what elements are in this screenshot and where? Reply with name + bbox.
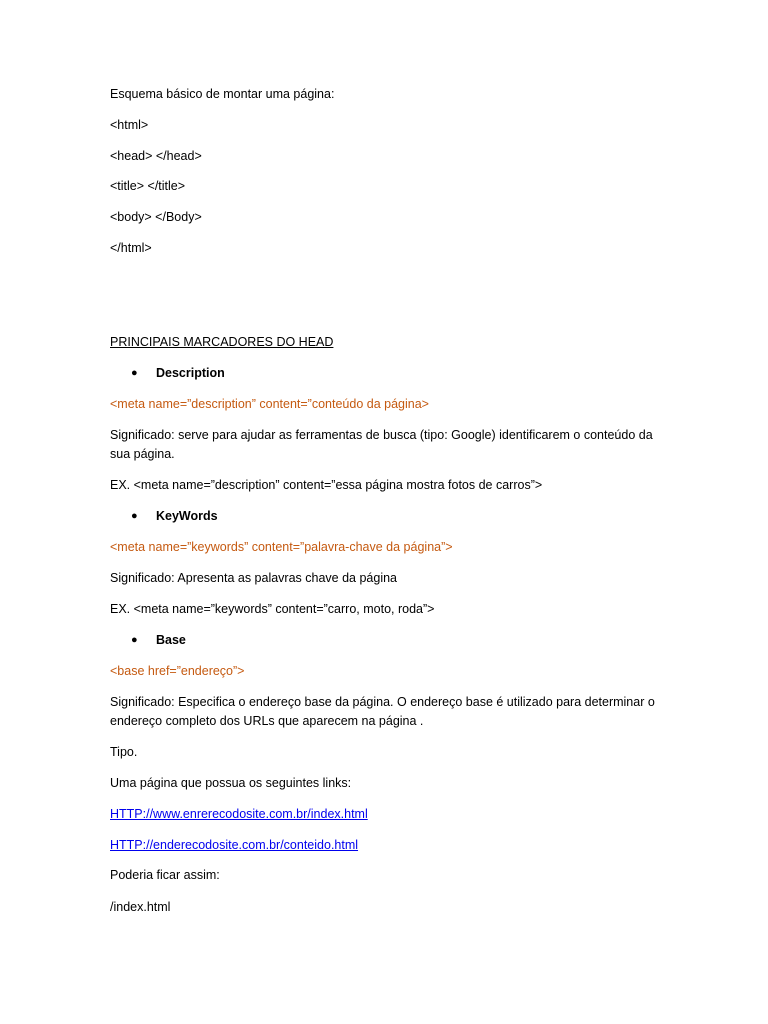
intro-line-title: <title> </title> [110, 179, 186, 193]
base-meaning: Significado: Especifica o endereço base da página. O endereço base é utilizado para determinar o endereço completo dos URLs que aparecem na página . [110, 695, 655, 728]
description-meaning: Significado: serve para ajudar as ferramentas de busca (tipo: Google) identificarem o conteúdo da sua página. [110, 428, 653, 461]
intro-line-html: <html> [110, 118, 149, 132]
base-label: Base [156, 633, 186, 647]
keywords-code: <meta name=”keywords” content=”palavra-chave da página”> [110, 540, 453, 554]
bullet-icon: ● [131, 367, 138, 379]
example-link-conteido[interactable]: HTTP://enderecodosite.com.br/conteido.html [110, 838, 359, 852]
section-heading: PRINCIPAIS MARCADORES DO HEAD [110, 335, 334, 349]
base-could-be: Poderia ficar assim: [110, 868, 220, 882]
example-link-index[interactable]: HTTP://www.enrerecodosite.com.br/index.html [110, 807, 368, 821]
base-links-intro: Uma página que possua os seguintes links: [110, 776, 352, 790]
bullet-icon: ● [131, 634, 138, 646]
description-example: EX. <meta name=”description” content=”essa página mostra fotos de carros”> [110, 478, 543, 492]
intro-title: Esquema básico de montar uma página: [110, 87, 335, 101]
intro-line-head: <head> </head> [110, 149, 202, 163]
bullet-icon: ● [131, 510, 138, 522]
intro-line-body: <body> </Body> [110, 210, 202, 224]
base-tip: Tipo. [110, 745, 138, 759]
base-relative-path: /index.html [110, 900, 171, 914]
description-code: <meta name=”description” content=”conteúdo da página> [110, 397, 429, 411]
keywords-meaning: Significado: Apresenta as palavras chave da página [110, 571, 397, 585]
base-code: <base href=”endereço”> [110, 664, 245, 678]
intro-line-html-close: </html> [110, 241, 152, 255]
keywords-label: KeyWords [156, 509, 218, 523]
description-label: Description [156, 366, 225, 380]
keywords-example: EX. <meta name=”keywords” content=”carro, moto, roda”> [110, 602, 435, 616]
